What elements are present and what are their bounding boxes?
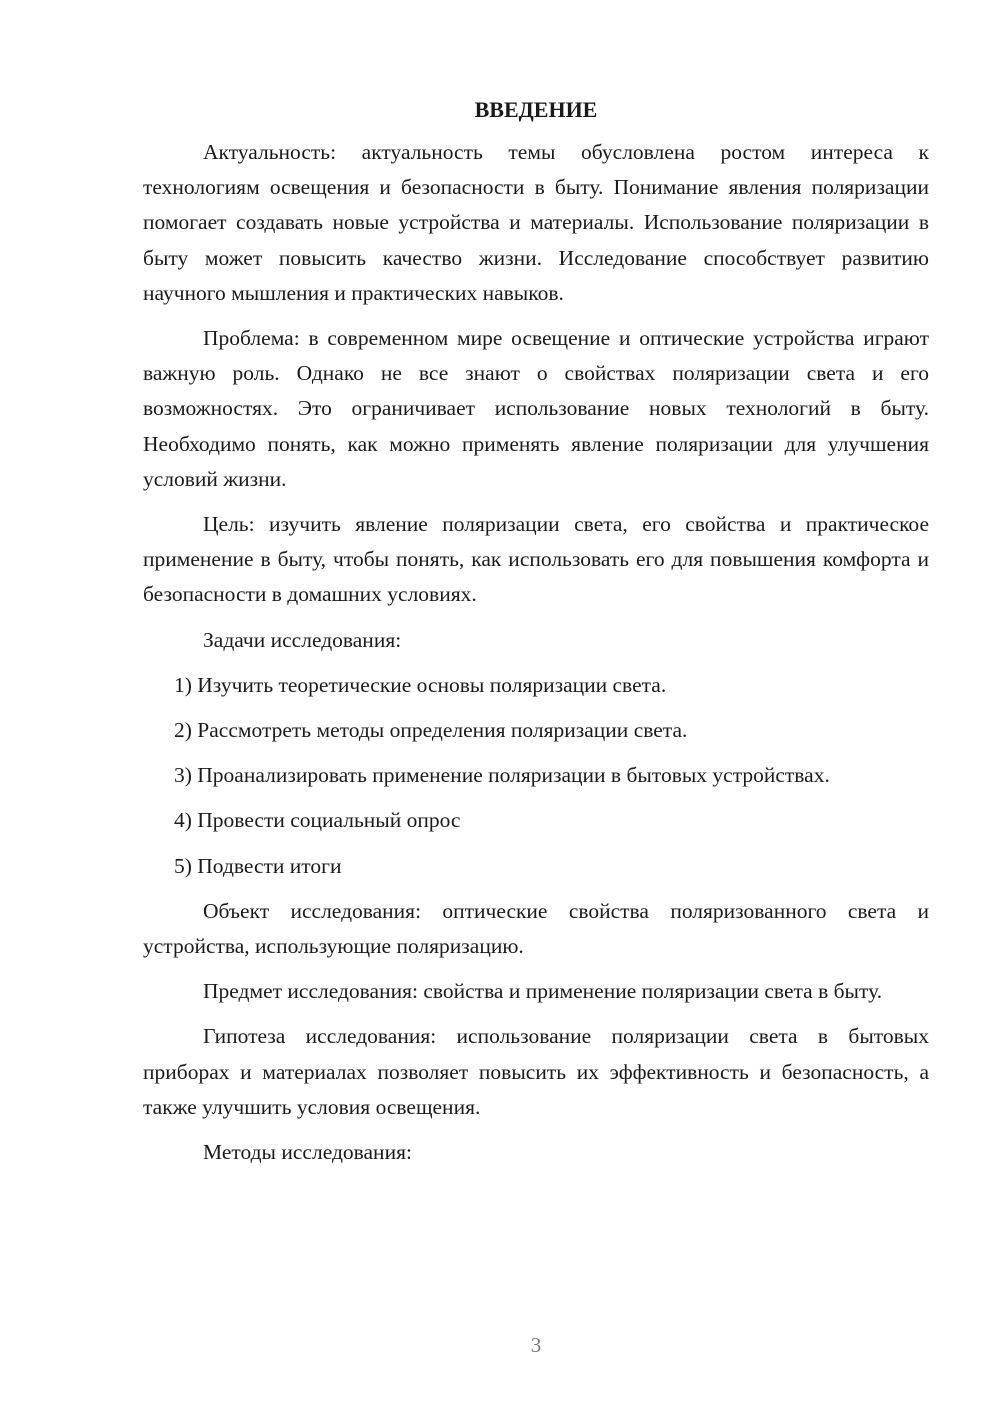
task-item-5: 5) Подвести итоги <box>174 853 342 878</box>
problem-paragraph: Проблема: в современном мире освещение и оптические устройства играют важную роль. Однако не все знают о свойствах поляризации света и его возможностях. Это ограничивает использование новых технологий в быту. Необходимо понять, как можно применять явление поляризации для улучшения условий жизни. <box>143 326 929 491</box>
page-number: 3 <box>530 1333 542 1357</box>
hypothesis-paragraph: Гипотеза исследования: использование поляризации света в бытовых приборах и материалах позволяет повысить их эффективность и безопасность, а также улучшить условия освещения. <box>143 1024 929 1119</box>
object-paragraph: Объект исследования: оптические свойства поляризованного света и устройства, использующие поляризацию. <box>143 898 929 959</box>
relevance-paragraph: Актуальность: актуальность темы обусловлена ростом интереса к технологиям освещения и безопасности в быту. Понимание явления поляризации помогает создавать новые устройства и материалы. Использование поляризации в быту может повысить качество жизни. Исследование способствует развитию научного мышления и практических навыков. <box>143 140 929 305</box>
task-item-2: 2) Рассмотреть методы определения поляризации света. <box>174 718 688 743</box>
section-title: ВВЕДЕНИЕ <box>474 97 598 122</box>
goal-paragraph: Цель: изучить явление поляризации света, его свойства и практическое применение в быту, чтобы понять, как использовать его для повышения комфорта и безопасности в домашних условиях. <box>143 512 929 607</box>
task-item-1: 1) Изучить теоретические основы поляризации света. <box>174 672 667 697</box>
task-item-3: 3) Проанализировать применение поляризации в бытовых устройствах. <box>174 763 830 788</box>
methods-heading: Методы исследования: <box>203 1140 412 1165</box>
task-item-4: 4) Провести социальный опрос <box>174 808 461 833</box>
document-page <box>143 93 929 1170</box>
tasks-heading: Задачи исследования: <box>203 627 402 652</box>
subject-paragraph: Предмет исследования: свойства и применение поляризации света в быту. <box>203 979 883 1004</box>
